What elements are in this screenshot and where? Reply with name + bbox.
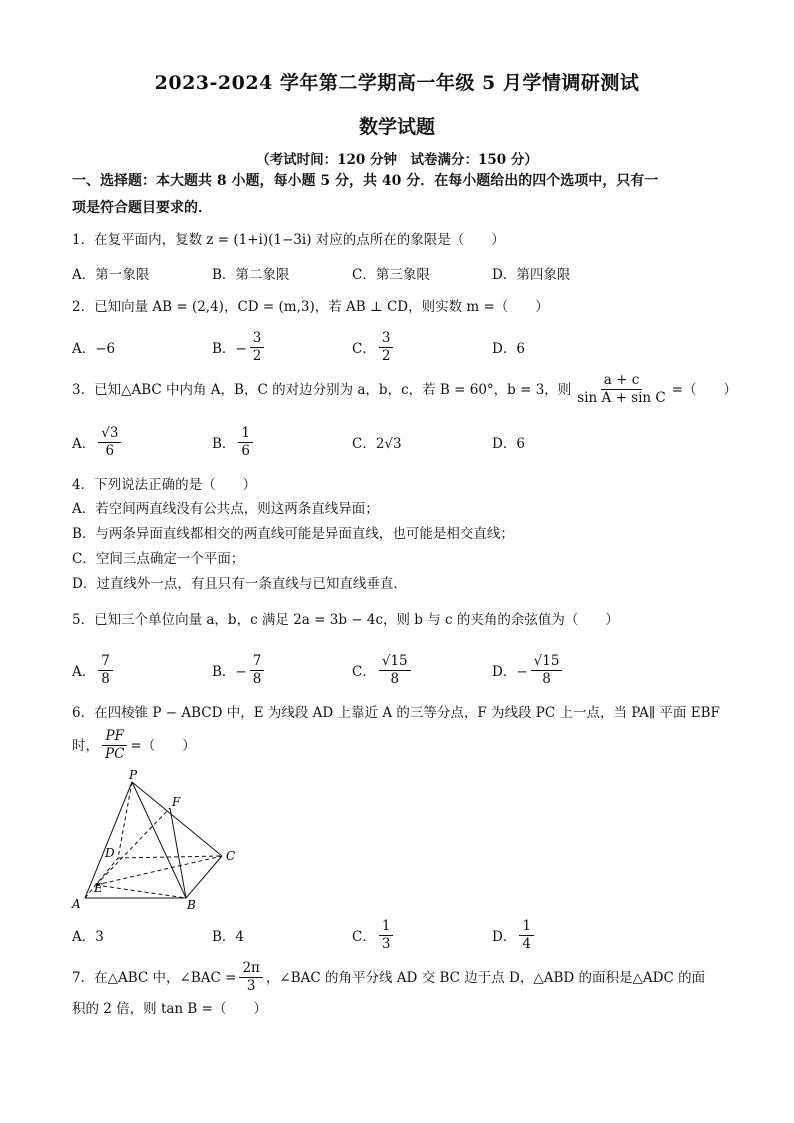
q5-d-numerator: √15 [531,653,563,671]
q5-option-b-fraction [250,653,265,688]
label-E: E [94,881,103,895]
q3-option-b-fraction [238,425,253,460]
q3-stem-fraction [574,372,668,407]
q5-option-a-label: A． [72,664,96,680]
q6-d-denominator: 4 [522,935,531,952]
q6-stem-fraction [102,728,127,763]
q5-c-denominator: 8 [390,670,400,687]
q5-option-c-fraction [379,653,411,688]
q5-a-numerator: 7 [98,653,113,671]
q3-a-denominator: 6 [105,442,115,459]
label-F: F [172,795,181,809]
q7-stem-pre: 7．在△ABC 中，∠BAC = [72,969,237,986]
q6-d-numerator: 1 [519,918,534,936]
section-1-instructions [72,168,732,222]
q2-option-b-fraction [250,330,265,365]
segment-EB [96,885,186,898]
q6-stem-denominator: PC [105,746,125,762]
q2-option-b-label: B．− [212,341,247,357]
q5-b-numerator: 7 [250,653,265,671]
question-6-options [72,915,732,955]
q2-c-numerator: 3 [379,330,394,348]
edge-PD [118,782,132,858]
question-2-stem: 2．已知向量 AB = (2,4)，CD = (m,3)，若 AB ⊥ CD，则实数 m =（ ） [72,299,549,315]
question-2-options [72,327,732,367]
q3-option-a-fraction [98,425,121,460]
q6-stem-tail: =（ ） [130,737,196,754]
q3-stem-denominator: sin A + sin C [577,390,666,406]
exam-title: 2023-2024 学年第二学期高一年级 5 月学情调研测试 [154,72,640,94]
label-B: B [187,898,196,912]
question-6-stem-line-2 [72,728,742,763]
q6-option-c-label: C． [352,929,376,945]
label-P: P [129,768,138,782]
q3-option-a-label: A． [72,436,96,452]
label-D: D [105,846,115,860]
question-3-stem [72,372,742,407]
question-1-stem: 1．在复平面内，复数 z = (1+i)(1−3i) 对应的点所在的象限是（ ） [72,232,505,248]
q3-option-a[interactable] [72,422,124,462]
q6-stem-pre: 时， [72,737,99,754]
q1-option-a[interactable]: A．第一象限 [72,267,150,283]
q5-option-c[interactable] [352,650,414,690]
q1-option-d[interactable]: D．第四象限 [492,267,571,283]
question-5-stem: 5．已知三个单位向量 a，b，c 满足 2a = 3b − 4c，则 b 与 c 的夹角的余弦值为（ ） [72,612,619,628]
q5-option-d[interactable] [492,650,565,690]
q7-stem-fraction [239,960,262,995]
question-4-stem: 4．下列说法正确的是（ ） [72,477,257,493]
q6-option-b[interactable]: B．4 [212,929,245,945]
q6-stem-numerator: PF [102,728,126,746]
q2-b-numerator: 3 [250,330,265,348]
q3-option-b[interactable] [212,422,256,462]
q5-b-denominator: 8 [252,670,262,687]
section-1-line-1: 一、选择题：本大题共 8 小题，每小题 5 分，共 40 分．在每小题给出的四个选项中，只有一 [72,173,659,189]
q6-option-a[interactable]: A．3 [72,929,104,945]
q7-stem-numerator: 2π [239,960,262,978]
q5-c-numerator: √15 [379,653,411,671]
q5-option-a[interactable] [72,650,116,690]
q7-stem-denominator: 3 [246,978,256,994]
q6-option-d-label: D． [492,929,517,945]
q4-option-d[interactable]: D．过直线外一点，有且只有一条直线与已知直线垂直． [72,576,407,592]
q3-a-numerator: √3 [98,425,121,443]
q3-option-d[interactable]: D．6 [492,436,525,452]
question-5-options [72,650,732,690]
q2-option-d[interactable]: D．6 [492,341,525,357]
q4-option-a[interactable]: A．若空间两直线没有公共点，则这两条直线异面； [72,501,379,517]
question-6-stem-line-1: 6．在四棱锥 P − ABCD 中，E 为线段 AD 上靠近 A 的三等分点，F 为线段 PC 上一点，当 PA∥ 平面 EBF [72,705,720,721]
question-7-stem-line-1 [72,960,742,995]
q6-option-d[interactable] [492,915,537,955]
q2-c-denominator: 2 [381,347,391,364]
q3-stem-tail: =（ ） [671,381,738,398]
q2-b-denominator: 2 [252,347,262,364]
label-A: A [72,897,81,911]
edge-BC [186,856,222,898]
q6-option-d-fraction [519,918,534,953]
q5-option-a-fraction [98,653,113,688]
q3-b-numerator: 1 [238,425,253,443]
q1-option-c[interactable]: C．第三象限 [352,267,430,283]
q2-option-b[interactable] [212,327,267,367]
question-1-options [72,253,732,293]
q4-option-b[interactable]: B．与两条异面直线都相交的两直线可能是异面直线，也可能是相交直线； [72,526,514,542]
segment-EC [96,856,222,885]
question-7-stem-line-2: 积的 2 倍，则 tan B =（ ） [72,1001,267,1017]
q3-b-denominator: 6 [241,442,251,459]
edge-PA [85,782,132,898]
subject-title: 数学试题 [358,116,435,138]
exam-info: （考试时间：120 分钟 试卷满分：150 分） [256,152,538,168]
q5-d-denominator: 8 [542,670,551,687]
q3-stem-text: 3．已知△ABC 中内角 A，B，C 的对边分别为 a，b，c，若 B = 60°，b = 3，则 [72,381,572,398]
label-C: C [226,849,236,863]
q5-option-b-label: B．− [212,664,247,680]
pyramid-figure [70,768,250,913]
q6-c-numerator: 1 [379,918,394,936]
q6-c-denominator: 3 [381,935,391,952]
q5-a-denominator: 8 [101,670,110,687]
q5-option-b[interactable] [212,650,267,690]
q2-option-c[interactable] [352,327,396,367]
section-1-line-2: 项是符合题目要求的． [72,200,212,216]
q5-option-c-label: C． [352,664,376,680]
q4-option-c[interactable]: C．空间三点确定一个平面； [72,551,245,567]
q6-option-c[interactable] [352,915,396,955]
question-3-options [72,422,732,462]
q3-stem-numerator: a + c [601,372,643,390]
q5-option-d-fraction [531,653,563,688]
q2-option-a[interactable]: A．−6 [72,341,116,357]
q7-stem-tail: ，∠BAC 的角平分线 AD 交 BC 边于点 D，△ABD 的面积是△ADC 的面 [265,969,706,986]
edge-DC [118,856,222,858]
q5-option-d-label: D．− [492,664,528,680]
q1-option-b[interactable]: B．第二象限 [212,267,290,283]
q2-option-c-label: C． [352,341,376,357]
q6-option-c-fraction [379,918,394,953]
q2-option-c-fraction [379,330,394,365]
q3-option-b-label: B． [212,436,236,452]
q3-option-c[interactable]: C．2√3 [352,436,402,452]
segment-BF [170,808,186,898]
